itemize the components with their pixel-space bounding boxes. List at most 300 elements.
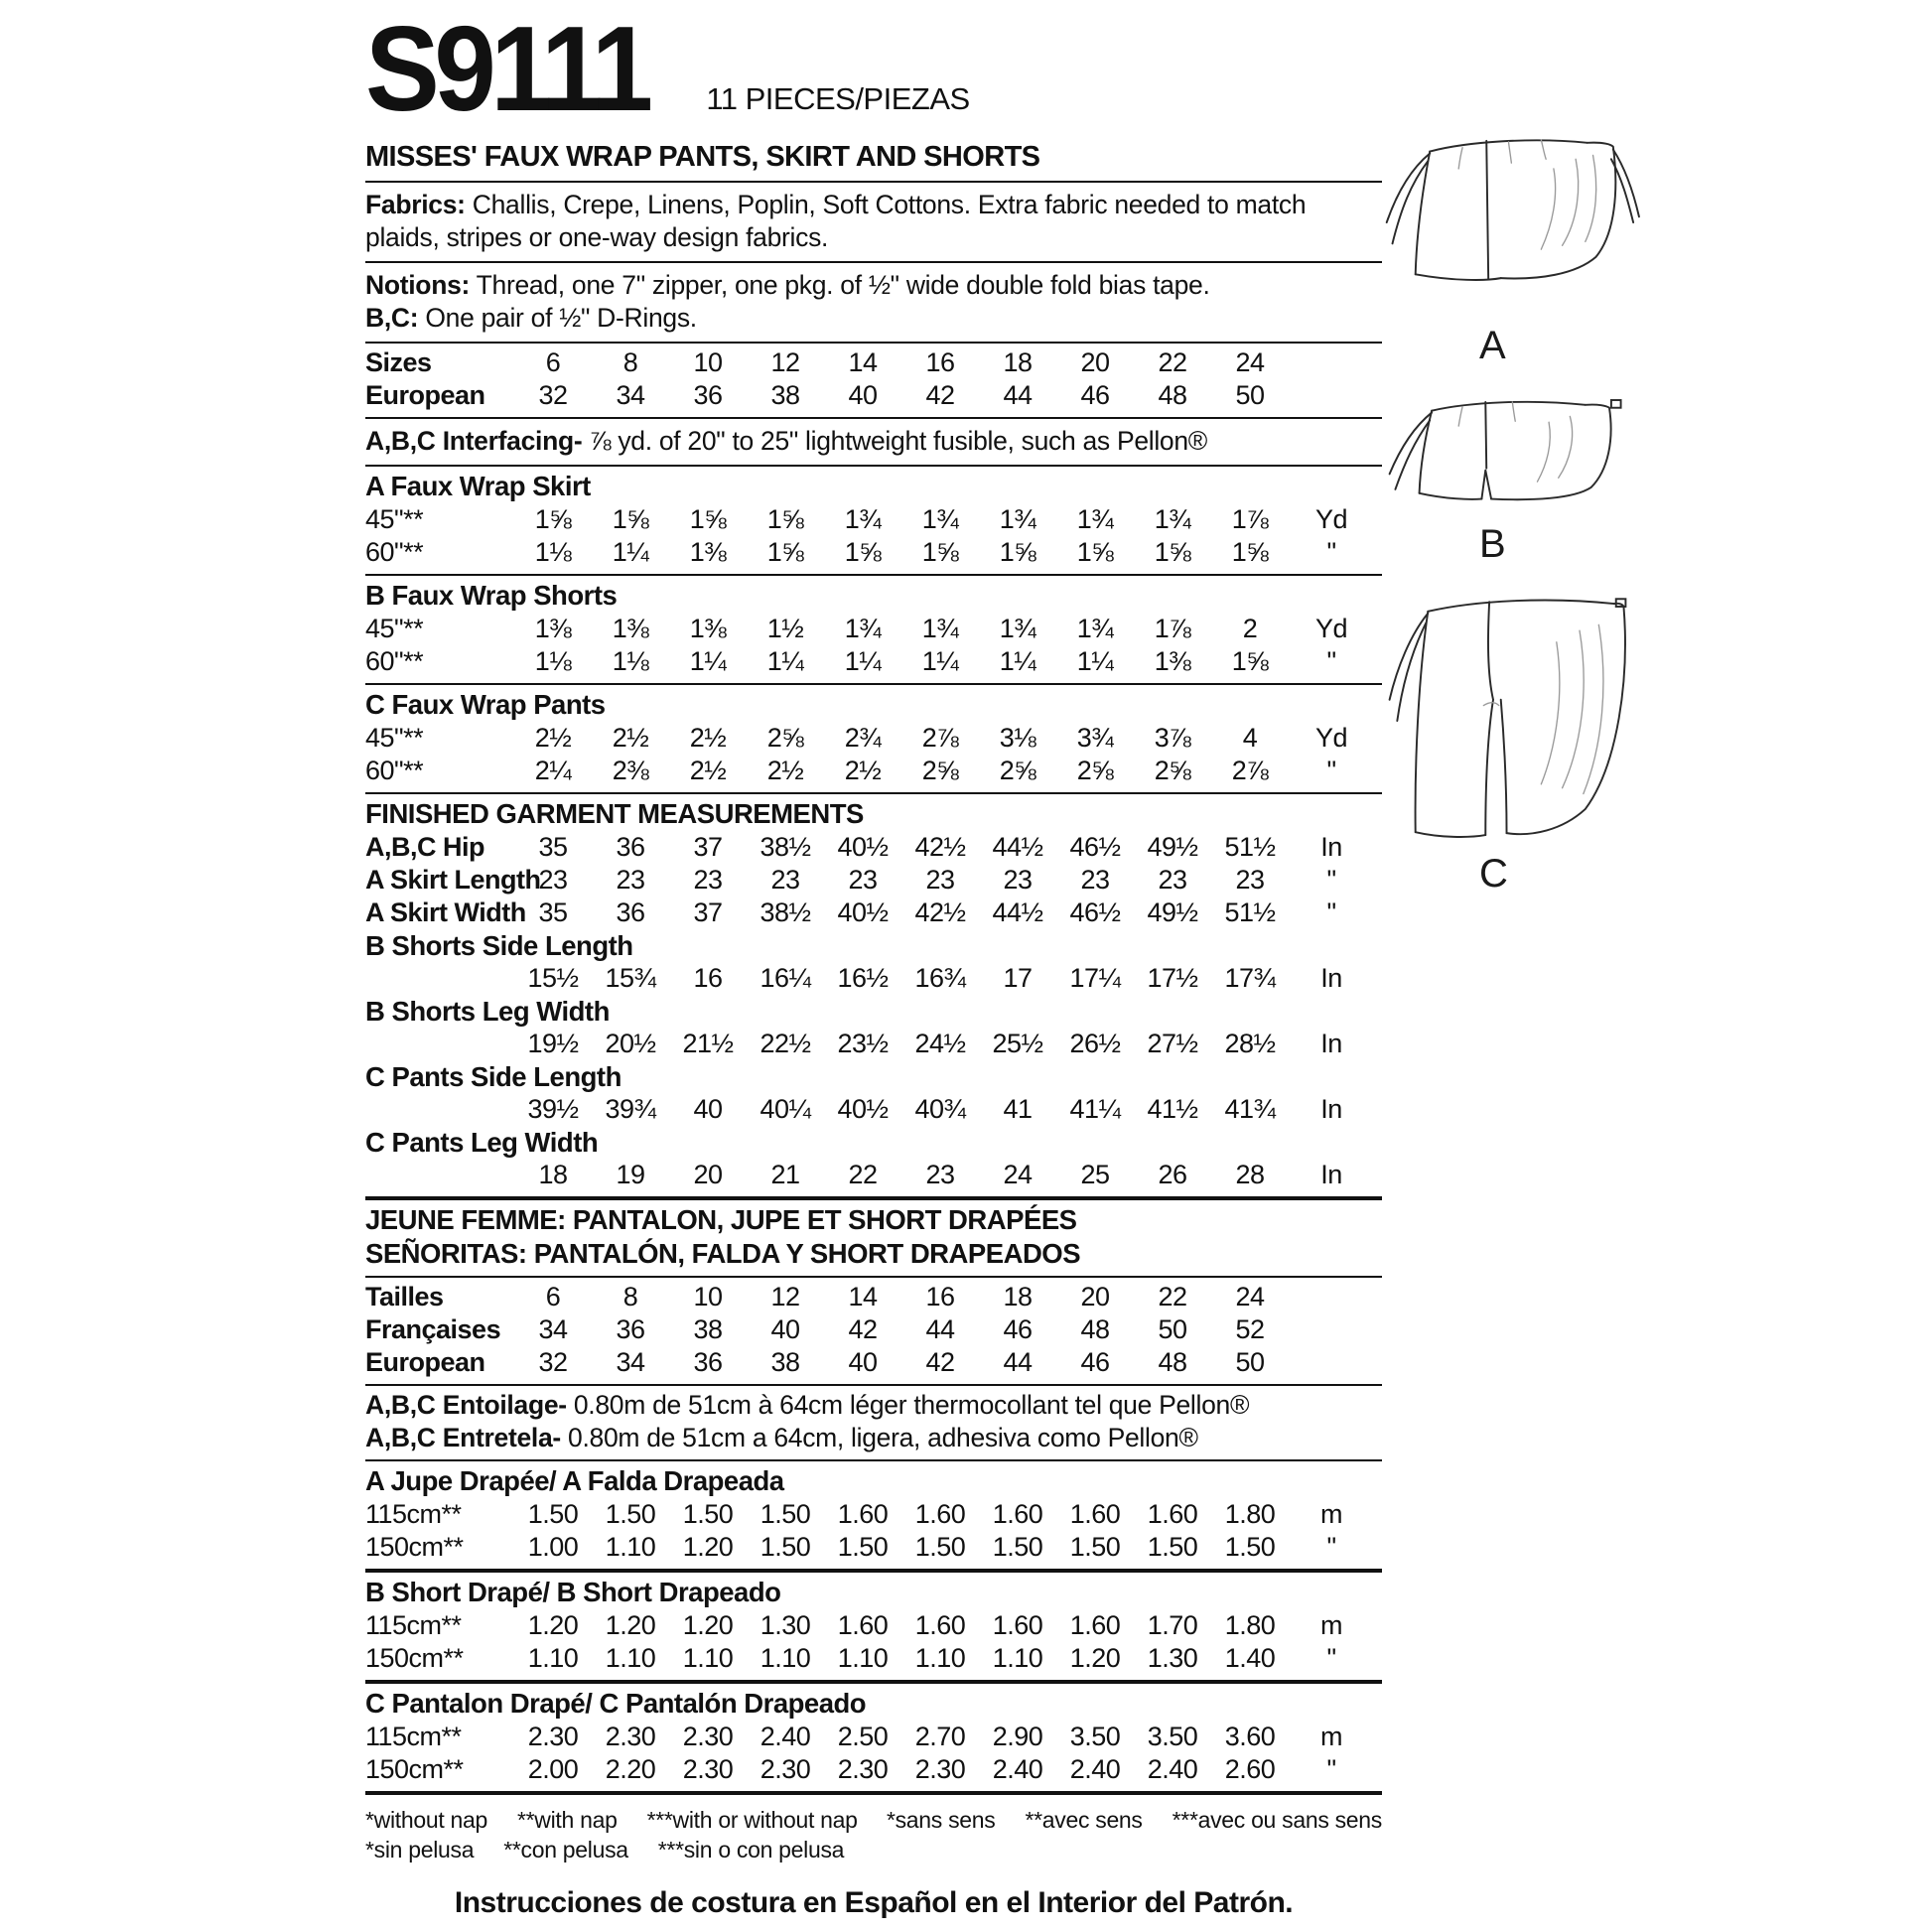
value-cell: 21½ xyxy=(682,1029,734,1058)
value-cell: 1⅞ xyxy=(1154,614,1191,643)
value-cell: 24 xyxy=(1235,1282,1265,1311)
value-cell: 1⅛ xyxy=(612,646,649,676)
metric-section-a xyxy=(365,1461,1382,1573)
unit-cell: In xyxy=(1320,1094,1342,1124)
value-cell: 1.70 xyxy=(1147,1610,1198,1640)
value-cell: 23 xyxy=(1003,865,1033,895)
row-label: 45"** xyxy=(365,723,424,753)
value-cell: 35 xyxy=(538,832,568,862)
value-cell: 34 xyxy=(616,1347,645,1377)
row-label: 60"** xyxy=(365,537,424,567)
interfacing-label: A,B,C Interfacing- xyxy=(365,426,583,456)
value-cell: 23 xyxy=(925,865,955,895)
value-cell: 44½ xyxy=(992,897,1043,927)
value-cell: 16½ xyxy=(837,963,889,993)
table-row xyxy=(365,346,1382,379)
value-cell: 48 xyxy=(1158,1347,1187,1377)
value-cell: 20 xyxy=(693,1160,723,1189)
yardage-table-c xyxy=(365,722,1382,787)
table-row xyxy=(365,1313,1382,1346)
section-title: C Faux Wrap Pants xyxy=(365,689,606,720)
footnote-line-2 xyxy=(365,1835,1382,1864)
footnote-item: **con pelusa xyxy=(503,1837,628,1863)
value-cell: 1¾ xyxy=(1154,504,1191,534)
value-cell: 2.30 xyxy=(527,1722,579,1751)
value-cell: 1.00 xyxy=(527,1532,579,1562)
unit-cell xyxy=(1289,379,1374,412)
value-cell: 23 xyxy=(770,865,800,895)
value-cell: 10 xyxy=(693,347,723,377)
value-cell: 3¾ xyxy=(1076,723,1114,753)
value-cell: 15¾ xyxy=(605,963,656,993)
value-cell: 1⅝ xyxy=(1231,646,1269,676)
fabrics-paragraph xyxy=(365,183,1382,263)
value-cell: 40 xyxy=(770,1314,800,1344)
faux-wrap-shorts-illustration xyxy=(1378,393,1666,522)
value-cell: 2.30 xyxy=(682,1722,734,1751)
notions-text: Thread, one 7" zipper, one pkg. of ½" wide double fold bias tape. xyxy=(470,270,1210,300)
value-cell: 2⅝ xyxy=(999,756,1036,785)
value-cell: 36 xyxy=(616,897,645,927)
table-row xyxy=(365,1159,1382,1191)
value-cell: 40½ xyxy=(837,832,889,862)
value-cell: 41½ xyxy=(1147,1094,1198,1124)
value-cell: 1.80 xyxy=(1224,1499,1276,1529)
row-label xyxy=(365,1093,514,1126)
entoilage-line xyxy=(365,1389,1382,1422)
value-cell: 1.50 xyxy=(914,1532,966,1562)
value-cell: 1¾ xyxy=(1076,504,1114,534)
metric-section-b xyxy=(365,1573,1382,1684)
value-cell: 44 xyxy=(1003,1347,1033,1377)
notions-label: Notions: xyxy=(365,270,471,300)
row-label: 115cm** xyxy=(365,1610,462,1640)
value-cell: 17¾ xyxy=(1224,963,1276,993)
faux-wrap-pants-illustration xyxy=(1378,592,1666,852)
row-label: 115cm** xyxy=(365,1722,462,1751)
value-cell: 27½ xyxy=(1147,1029,1198,1058)
value-cell: 3.50 xyxy=(1069,1722,1121,1751)
value-cell: 2.40 xyxy=(1069,1754,1121,1784)
value-cell: 1¼ xyxy=(612,537,649,567)
value-cell: 40¾ xyxy=(914,1094,966,1124)
value-cell: 1.20 xyxy=(527,1610,579,1640)
value-cell: 49½ xyxy=(1147,832,1198,862)
value-cell: 2¼ xyxy=(534,756,572,785)
value-cell: 1⅝ xyxy=(612,504,649,534)
value-cell: 1⅝ xyxy=(689,504,727,534)
page-title: MISSES' FAUX WRAP PANTS, SKIRT AND SHORTS xyxy=(365,141,1382,183)
value-cell: 6 xyxy=(545,1282,561,1311)
value-cell: 1¼ xyxy=(844,646,882,676)
value-cell: 46 xyxy=(1080,380,1110,410)
value-cell: 16 xyxy=(925,1282,955,1311)
value-cell: 42½ xyxy=(914,832,966,862)
value-cell: 1.20 xyxy=(682,1532,734,1562)
value-cell: 1.60 xyxy=(914,1610,966,1640)
value-cell: 1¾ xyxy=(999,614,1036,643)
value-cell: 1¾ xyxy=(921,504,959,534)
value-cell: 1.60 xyxy=(1147,1499,1198,1529)
value-cell: 1.50 xyxy=(1069,1532,1121,1562)
value-cell: 42 xyxy=(925,380,955,410)
value-cell: 3⅛ xyxy=(999,723,1036,753)
table-row xyxy=(365,755,1382,787)
value-cell: 40 xyxy=(693,1094,723,1124)
value-cell: 2½ xyxy=(534,723,572,753)
value-cell: 2.70 xyxy=(914,1722,966,1751)
value-cell: 26 xyxy=(1158,1160,1187,1189)
value-cell: 1¼ xyxy=(1076,646,1114,676)
value-cell: 2⅝ xyxy=(766,723,804,753)
pattern-number: S9111 xyxy=(365,1,648,136)
section-title: B Short Drapé/ B Short Drapeado xyxy=(365,1577,781,1607)
unit-cell: In xyxy=(1320,1029,1342,1058)
value-cell: 41¼ xyxy=(1069,1094,1121,1124)
value-cell: 23 xyxy=(616,865,645,895)
value-cell: 1¾ xyxy=(999,504,1036,534)
value-cell: 1¾ xyxy=(921,614,959,643)
value-cell: 1.50 xyxy=(759,1499,811,1529)
value-cell: 2½ xyxy=(689,723,727,753)
notions-paragraph xyxy=(365,263,1382,344)
value-cell: 1.60 xyxy=(837,1610,889,1640)
footnote-item: *sans sens xyxy=(886,1807,996,1833)
value-cell: 1⅜ xyxy=(689,614,727,643)
value-cell: 1.60 xyxy=(992,1610,1043,1640)
value-cell: 2.30 xyxy=(605,1722,656,1751)
value-cell: 23 xyxy=(1158,865,1187,895)
section-title: A Faux Wrap Skirt xyxy=(365,471,591,501)
row-label xyxy=(365,1159,514,1191)
value-cell: 32 xyxy=(538,380,568,410)
value-cell: 18 xyxy=(538,1160,568,1189)
footnote-item: **avec sens xyxy=(1025,1807,1143,1833)
value-cell: 2.40 xyxy=(1147,1754,1198,1784)
footnote-item: *sin pelusa xyxy=(365,1837,475,1863)
footnote-item: ***sin o con pelusa xyxy=(657,1837,845,1863)
value-cell: 46½ xyxy=(1069,832,1121,862)
value-cell: 44½ xyxy=(992,832,1043,862)
value-cell: 48 xyxy=(1080,1314,1110,1344)
value-cell: 1.50 xyxy=(527,1499,579,1529)
value-cell: 34 xyxy=(616,380,645,410)
sizes-table xyxy=(365,344,1382,419)
value-cell: 1.10 xyxy=(992,1643,1043,1673)
row-label: Sizes xyxy=(365,347,432,377)
unit-cell: " xyxy=(1326,1643,1336,1673)
view-b-label: B xyxy=(1479,522,1508,566)
table-row xyxy=(365,897,1382,929)
value-cell: 2.30 xyxy=(837,1754,889,1784)
value-cell: 26½ xyxy=(1069,1029,1121,1058)
unit-cell: Yd xyxy=(1314,504,1348,534)
row-label: 60"** xyxy=(365,646,424,676)
value-cell: 23 xyxy=(1235,865,1265,895)
value-cell: 28½ xyxy=(1224,1029,1276,1058)
value-cell: 42 xyxy=(925,1347,955,1377)
row-label xyxy=(365,1028,514,1060)
row-label: 150cm** xyxy=(365,1532,464,1562)
table-row xyxy=(365,1753,1382,1786)
row-label: 60"** xyxy=(365,756,424,785)
faux-wrap-skirt-illustration xyxy=(1378,125,1666,324)
value-cell: 1½ xyxy=(766,614,804,643)
value-cell: 4 xyxy=(1242,723,1258,753)
value-cell: 1.40 xyxy=(1224,1643,1276,1673)
finished-measurements-section xyxy=(365,794,1382,1200)
unit-cell: In xyxy=(1320,1160,1342,1189)
notions-bc-label: B,C: xyxy=(365,303,419,333)
yardage-section-c xyxy=(365,685,1382,794)
unit-cell: " xyxy=(1326,756,1336,785)
value-cell: 1¾ xyxy=(1076,614,1114,643)
table-row xyxy=(365,1346,1382,1379)
value-cell: 23 xyxy=(538,865,568,895)
row-label: 150cm** xyxy=(365,1643,464,1673)
value-cell: 1.50 xyxy=(605,1499,656,1529)
value-cell: 1.20 xyxy=(1069,1643,1121,1673)
value-cell: 18 xyxy=(1003,347,1033,377)
value-cell: 32 xyxy=(538,1347,568,1377)
value-cell: 34 xyxy=(538,1314,568,1344)
value-cell: 1¾ xyxy=(844,614,882,643)
value-cell: 2.40 xyxy=(759,1722,811,1751)
value-cell: 1⅛ xyxy=(534,537,572,567)
value-cell: 17 xyxy=(1003,963,1033,993)
value-cell: 25 xyxy=(1080,1160,1110,1189)
value-cell: 1⅜ xyxy=(1154,646,1191,676)
value-cell: 42½ xyxy=(914,897,966,927)
table-row xyxy=(365,645,1382,678)
value-cell: 14 xyxy=(848,347,878,377)
value-cell: 50 xyxy=(1235,380,1265,410)
value-cell: 40¼ xyxy=(759,1094,811,1124)
value-cell: 1⅝ xyxy=(999,537,1036,567)
entretela-label: A,B,C Entretela- xyxy=(365,1423,561,1452)
value-cell: 39¾ xyxy=(605,1094,656,1124)
section-title: C Pantalon Drapé/ C Pantalón Drapeado xyxy=(365,1688,867,1719)
value-cell: 24 xyxy=(1003,1160,1033,1189)
value-cell: 17½ xyxy=(1147,963,1198,993)
table-row xyxy=(365,1281,1382,1313)
unit-cell: Yd xyxy=(1314,723,1348,753)
value-cell: 15½ xyxy=(527,963,579,993)
value-cell: 23 xyxy=(693,865,723,895)
value-cell: 52 xyxy=(1235,1314,1265,1344)
table-row xyxy=(365,1028,1382,1060)
value-cell: 40½ xyxy=(837,1094,889,1124)
value-cell: 1¼ xyxy=(766,646,804,676)
table-row xyxy=(365,613,1382,645)
value-cell: 22½ xyxy=(759,1029,811,1058)
section-title: B Faux Wrap Shorts xyxy=(365,580,618,611)
value-cell: 50 xyxy=(1235,1347,1265,1377)
value-cell: 3.60 xyxy=(1224,1722,1276,1751)
value-cell: 1⅛ xyxy=(534,646,572,676)
value-cell: 14 xyxy=(848,1282,878,1311)
value-cell: 2.50 xyxy=(837,1722,889,1751)
notions-bc-text: One pair of ½" D-Rings. xyxy=(418,303,697,333)
value-cell: 1.20 xyxy=(605,1610,656,1640)
row-label: B Shorts Leg Width xyxy=(365,996,610,1027)
view-b xyxy=(1378,393,1676,566)
row-label: C Pants Leg Width xyxy=(365,1127,599,1158)
value-cell: 28 xyxy=(1235,1160,1265,1189)
value-cell: 1⅝ xyxy=(766,504,804,534)
value-cell: 46 xyxy=(1003,1314,1033,1344)
unit-cell xyxy=(1289,1281,1374,1313)
view-a-label: A xyxy=(1479,324,1508,367)
value-cell: 2½ xyxy=(844,756,882,785)
value-cell: 38 xyxy=(770,380,800,410)
notions-bc-line xyxy=(365,302,1382,335)
value-cell: 1.50 xyxy=(1224,1532,1276,1562)
footnote-item: **with nap xyxy=(517,1807,618,1833)
value-cell: 51½ xyxy=(1224,832,1276,862)
value-cell: 1.50 xyxy=(759,1532,811,1562)
value-cell: 16 xyxy=(693,963,723,993)
fabrics-label: Fabrics: xyxy=(365,190,466,219)
value-cell: 19 xyxy=(616,1160,645,1189)
unit-cell: " xyxy=(1326,1754,1336,1784)
value-cell: 24½ xyxy=(914,1029,966,1058)
value-cell: 12 xyxy=(770,1282,800,1311)
value-cell: 41 xyxy=(1003,1094,1033,1124)
pieces-count: 11 PIECES/PIEZAS xyxy=(706,81,970,116)
value-cell: 8 xyxy=(622,1282,638,1311)
row-label: European xyxy=(365,380,485,410)
main-column xyxy=(365,1,1382,1920)
value-cell: 1.10 xyxy=(682,1643,734,1673)
value-cell: 37 xyxy=(693,832,723,862)
table-row xyxy=(365,503,1382,536)
value-cell: 21 xyxy=(770,1160,800,1189)
yardage-table-b xyxy=(365,613,1382,678)
value-cell: 40½ xyxy=(837,897,889,927)
finished-measurements-table xyxy=(365,831,1382,1191)
table-row xyxy=(365,1642,1382,1675)
value-cell: 2.30 xyxy=(682,1754,734,1784)
value-cell: 22 xyxy=(1158,1282,1187,1311)
value-cell: 46 xyxy=(1080,1347,1110,1377)
table-row xyxy=(365,962,1382,995)
footnotes-english xyxy=(365,1805,858,1835)
unit-cell xyxy=(1289,1346,1374,1379)
section-title: FINISHED GARMENT MEASUREMENTS xyxy=(365,798,864,829)
value-cell: 16 xyxy=(925,347,955,377)
value-cell: 1⅜ xyxy=(534,614,572,643)
value-cell: 1.20 xyxy=(682,1610,734,1640)
yardage-section-a xyxy=(365,467,1382,576)
unit-cell: m xyxy=(1320,1610,1342,1640)
table-row xyxy=(365,1721,1382,1753)
value-cell: 23 xyxy=(925,1160,955,1189)
unit-cell xyxy=(1289,1313,1374,1346)
row-label: A Skirt Width xyxy=(365,897,526,927)
value-cell: 2.20 xyxy=(605,1754,656,1784)
value-cell: 40 xyxy=(848,1347,878,1377)
value-cell: 1.10 xyxy=(605,1532,656,1562)
value-cell: 23 xyxy=(848,865,878,895)
value-cell: 1⅜ xyxy=(612,614,649,643)
value-cell: 1⅝ xyxy=(1231,537,1269,567)
value-cell: 12 xyxy=(770,347,800,377)
value-cell: 22 xyxy=(1158,347,1187,377)
value-cell: 42 xyxy=(848,1314,878,1344)
value-cell: 38 xyxy=(770,1347,800,1377)
row-label: Françaises xyxy=(365,1314,501,1344)
value-cell: 1.10 xyxy=(914,1643,966,1673)
value-cell: 1.60 xyxy=(837,1499,889,1529)
table-row xyxy=(365,831,1382,864)
view-c xyxy=(1378,592,1676,896)
value-cell: 2¾ xyxy=(844,723,882,753)
unit-cell: " xyxy=(1326,646,1336,676)
footnotes-french xyxy=(887,1805,1382,1835)
row-label: 115cm** xyxy=(365,1499,462,1529)
value-cell: 36 xyxy=(693,1347,723,1377)
value-cell: 16¾ xyxy=(914,963,966,993)
value-cell: 2.00 xyxy=(527,1754,579,1784)
value-cell: 1⅞ xyxy=(1231,504,1269,534)
value-cell: 2⅞ xyxy=(921,723,959,753)
value-cell: 38½ xyxy=(759,897,811,927)
entoilage-block xyxy=(365,1386,1382,1461)
international-headings xyxy=(365,1200,1382,1278)
value-cell: 46½ xyxy=(1069,897,1121,927)
value-cell: 1⅜ xyxy=(689,537,727,567)
value-cell: 1.60 xyxy=(914,1499,966,1529)
value-cell: 2.40 xyxy=(992,1754,1043,1784)
value-cell: 1.10 xyxy=(759,1643,811,1673)
value-cell: 49½ xyxy=(1147,897,1198,927)
row-label: 150cm** xyxy=(365,1754,464,1784)
value-cell: 1.10 xyxy=(837,1643,889,1673)
value-cell: 1⅝ xyxy=(1154,537,1191,567)
value-cell: 2⅜ xyxy=(612,756,649,785)
table-row xyxy=(365,722,1382,755)
metric-table-b xyxy=(365,1609,1382,1675)
section-title: A Jupe Drapée/ A Falda Drapeada xyxy=(365,1465,784,1496)
value-cell: 1.60 xyxy=(1069,1499,1121,1529)
view-c-label: C xyxy=(1479,852,1510,896)
notions-line xyxy=(365,269,1382,302)
metric-table-a xyxy=(365,1498,1382,1564)
value-cell: 10 xyxy=(693,1282,723,1311)
value-cell: 19½ xyxy=(527,1029,579,1058)
value-cell: 35 xyxy=(538,897,568,927)
interfacing-text: ⅞ yd. of 20" to 25" lightweight fusible, such as Pellon® xyxy=(582,426,1208,456)
value-cell: 25½ xyxy=(992,1029,1043,1058)
value-cell: 20 xyxy=(1080,1282,1110,1311)
interfacing-line xyxy=(365,419,1382,467)
value-cell: 1.50 xyxy=(837,1532,889,1562)
value-cell: 1.80 xyxy=(1224,1610,1276,1640)
value-cell: 41¾ xyxy=(1224,1094,1276,1124)
value-cell: 36 xyxy=(616,832,645,862)
value-cell: 36 xyxy=(693,380,723,410)
value-cell: 1¼ xyxy=(999,646,1036,676)
value-cell: 2.30 xyxy=(914,1754,966,1784)
table-row xyxy=(365,379,1382,412)
footnote-item: ***with or without nap xyxy=(646,1807,858,1833)
metric-section-c xyxy=(365,1684,1382,1795)
value-cell: 1.10 xyxy=(527,1643,579,1673)
heading-french: JEUNE FEMME: PANTALON, JUPE ET SHORT DRAPÉES xyxy=(365,1204,1077,1235)
value-cell: 1⅝ xyxy=(534,504,572,534)
value-cell: 24 xyxy=(1235,347,1265,377)
